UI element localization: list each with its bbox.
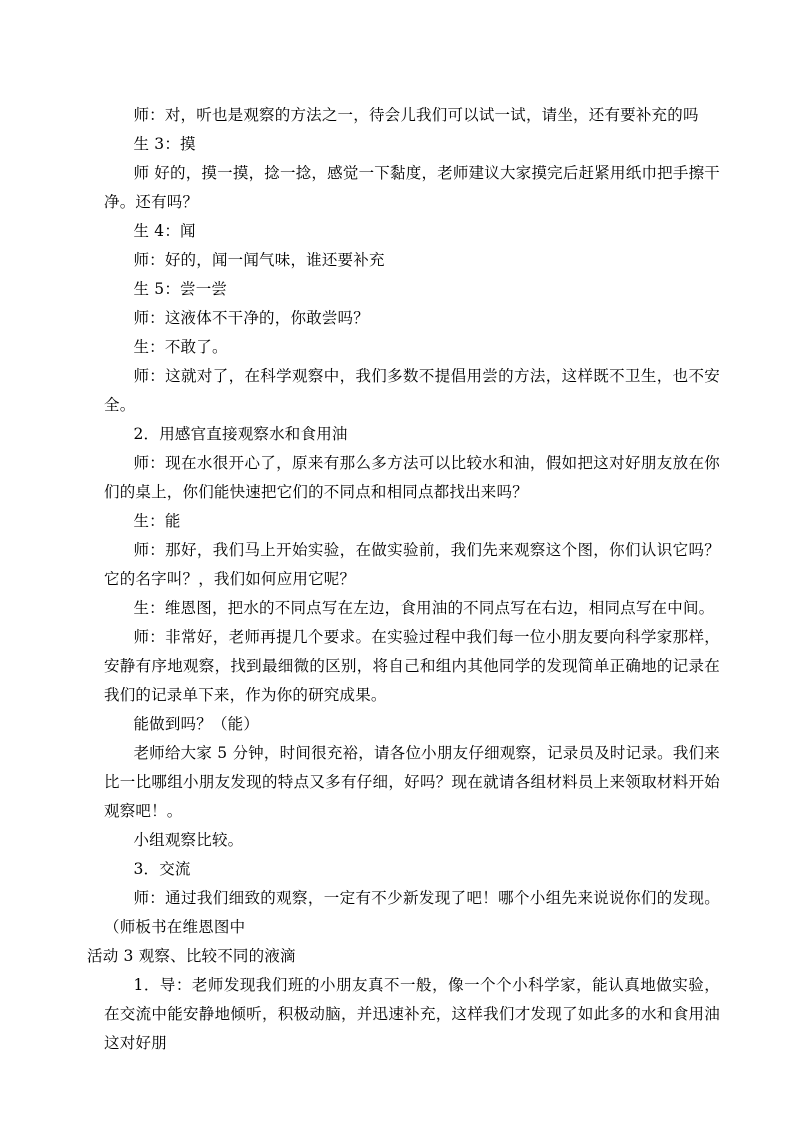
paragraph-teacher-safety: 师：这就对了，在科学观察中，我们多数不提倡用尝的方法，这样既不卫生，也不安全。 [104,367,720,414]
paragraph-student3-touch: 生 3：摸 [133,135,196,153]
paragraph-group-observe: 小组观察比较。 [133,831,244,849]
paragraph-teacher-share: 师：通过我们细致的观察，一定有不少新发现了吧！哪个小组先来说说你们的发现。（师板书在维恩图中 [104,889,720,936]
section-heading-3: 3．交流 [133,860,191,878]
paragraph-student-can: 生：能 [133,512,181,530]
paragraph-teacher-venn: 师：那好，我们马上开始实验，在做实验前，我们先来观察这个图，你们认识它吗？它的名字叫？，我们如何应用它呢？ [104,541,720,588]
paragraph-teacher-touch: 师 好的，摸一摸，捻一捻，感觉一下黏度，老师建议大家摸完后赶紧用纸巾把手擦干净。还有吗？ [104,164,720,211]
document-body [87,101,720,1058]
paragraph-five-minutes: 老师给大家 5 分钟，时间很充裕，请各位小朋友仔细观察，记录员及时记录。我们来比一比哪组小朋友发现的特点又多有仔细，好吗？现在就请各组材料员上来领取材料开始观察吧！。 [104,744,720,820]
activity-heading-3: 活动 3 观察、比较不同的液滴 [87,947,296,965]
paragraph-student4-smell: 生 4：闻 [133,222,196,240]
paragraph-teacher-smell: 师：好的，闻一闻气味，谁还要补充 [133,251,385,269]
paragraph-can-do: 能做到吗？（能） [133,715,260,733]
paragraph-student-dare-not: 生：不敢了。 [133,338,228,356]
paragraph-teacher-compare: 师：现在水很开心了，原来有那么多方法可以比较水和油，假如把这对好朋友放在你们的桌上，你们能快速把它们的不同点和相同点都找出来吗？ [104,454,720,501]
paragraph-guide: 1．导：老师发现我们班的小朋友真不一般，像一个个小科学家，能认真地做实验，在交流中能安静地倾听，积极动脑，并迅速补充，这样我们才发现了如此多的水和食用油这对好朋 [104,976,720,1052]
paragraph-student-venn: 生：维恩图，把水的不同点写在左边，食用油的不同点写在右边，相同点写在中间。 [133,599,715,617]
paragraph-student5-taste: 生 5：尝一尝 [133,280,228,298]
paragraph-teacher-requirements: 师：非常好，老师再提几个要求。在实验过程中我们每一位小朋友要向科学家那样，安静有序地观察，找到最细微的区别，将自己和组内其他同学的发现简单正确地的记录在我们的记录单下来，作为你的研究成果。 [104,628,720,704]
paragraph-teacher-taste-question: 师：这液体不干净的，你敢尝吗？ [133,309,369,327]
section-heading-2: 2．用感官直接观察水和食用油 [133,425,348,443]
paragraph-teacher-listen: 师：对，听也是观察的方法之一，待会儿我们可以试一试，请坐，还有要补充的吗 [133,106,699,124]
